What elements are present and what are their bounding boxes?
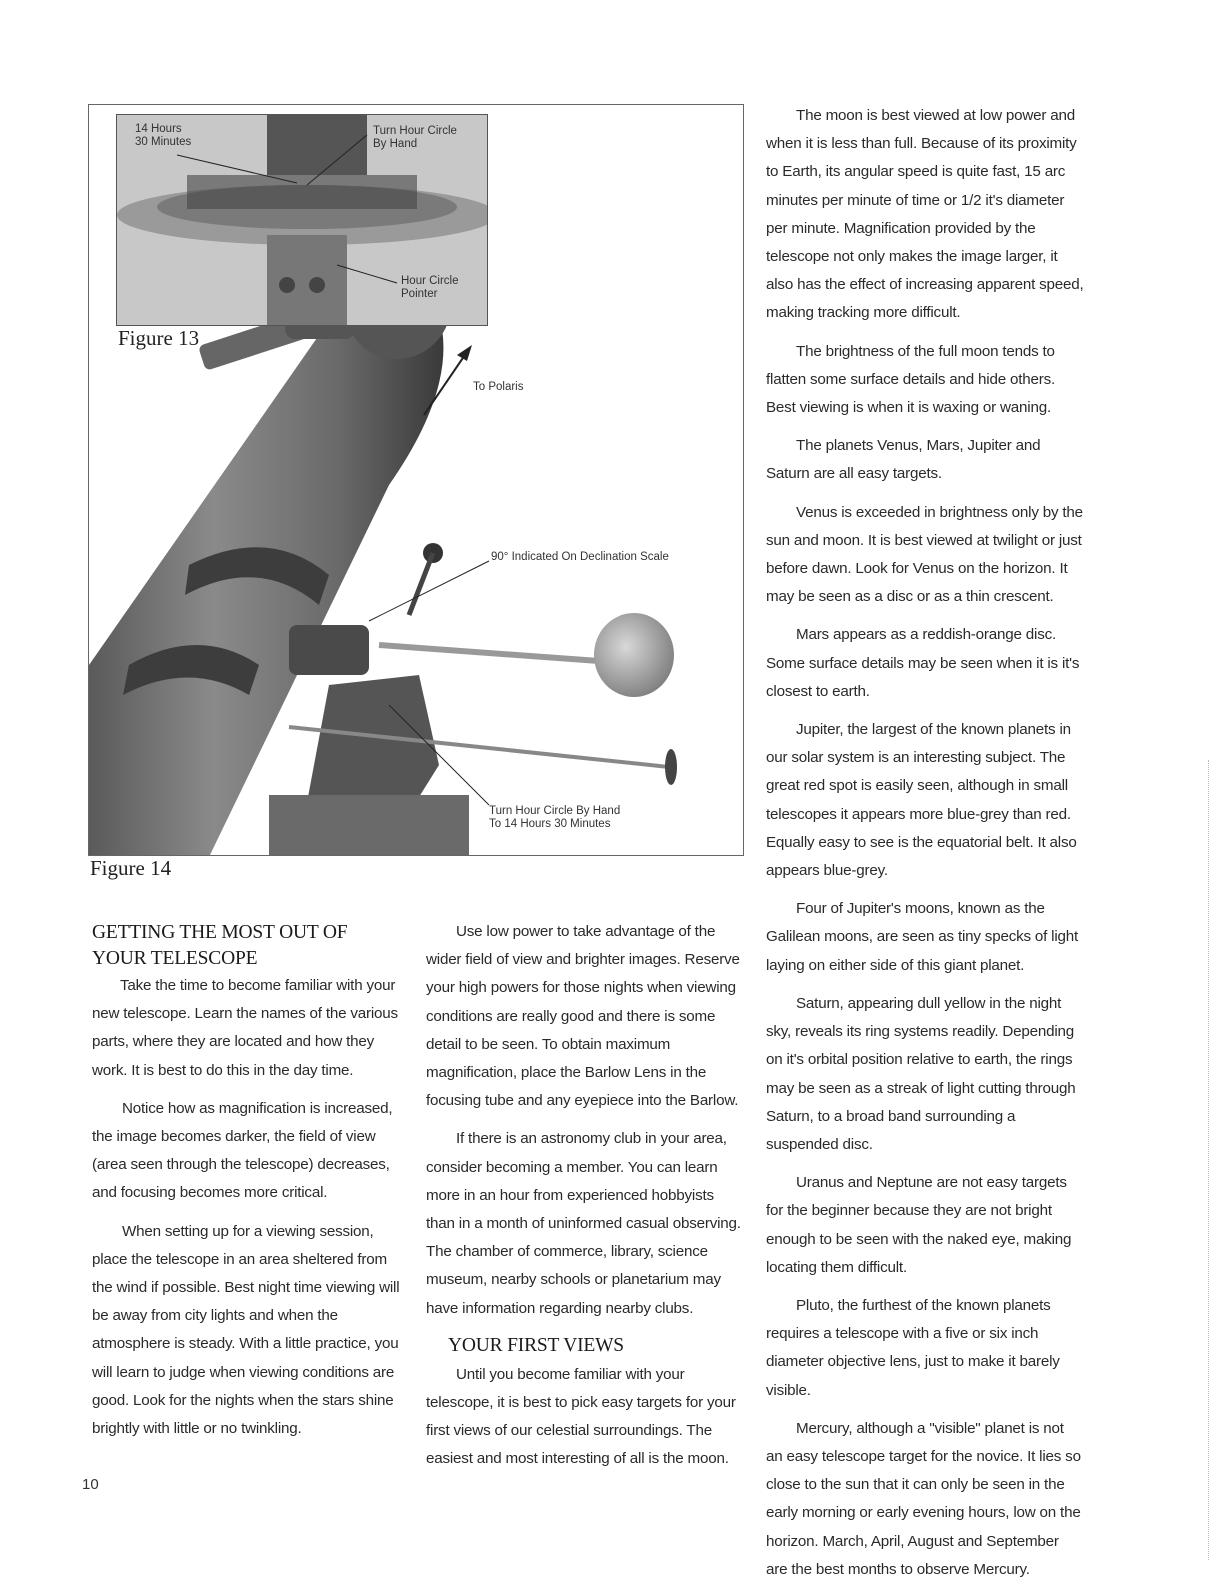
paragraph: Venus is exceeded in brightness only by the sun and moon. It is best viewed at twilight or just before dawn. Look for Venus on the horizon. It may be seen as a disc or as a thin crescent. <box>766 503 1083 606</box>
paragraph: Jupiter, the largest of the known planets in our solar system is an interesting subject. The great red spot is easily seen, although in small telescopes it appears more blue-grey than red. Equally easy to see is the equatorial belt. It also appears blue-grey. <box>766 721 1077 880</box>
section-heading-getting-the-most: GETTING THE MOST OUT OF YOUR TELESCOPE <box>92 922 348 969</box>
label-declination: 90° Indicated On Declination Scale <box>491 551 669 563</box>
label-to-polaris: To Polaris <box>473 381 524 393</box>
paragraph: Take the time to become familiar with your new telescope. Learn the names of the various parts, where they are located and how they work. It is best to do this in the day time. <box>92 977 398 1079</box>
paragraph: Notice how as magnification is increased, the image becomes darker, the field of view (area seen through the telescope) decreases, and focusing becomes more critical. <box>92 1099 393 1202</box>
label-14-hours: 14 Hours 30 Minutes <box>135 123 192 148</box>
paragraph: The brightness of the full moon tends to flatten some surface details and hide others. Best viewing is when it is waxing or waning. <box>766 342 1056 417</box>
label-turn-hour-circle-by-hand: Turn Hour Circle By Hand <box>373 125 457 150</box>
paragraph: Until you become familiar with your telescope, it is best to pick easy targets for your first views of our celestial surroundings. The easiest and most interesting of all is the moon. <box>426 1365 736 1468</box>
middle-column <box>426 918 744 1484</box>
paragraph: Pluto, the furthest of the known planets requires a telescope with a five or six inch diameter objective lens, just to make it barely visible. <box>766 1296 1060 1399</box>
right-column <box>766 102 1084 1594</box>
paragraph: The planets Venus, Mars, Jupiter and Saturn are all easy targets. <box>766 437 1041 483</box>
label-turn-hour-circle: Turn Hour Circle By Hand To 14 Hours 30 Minutes <box>489 805 621 830</box>
left-column <box>92 920 408 1453</box>
paragraph: Mars appears as a reddish-orange disc. Some surface details may be seen when it is it's closest to earth. <box>766 626 1080 700</box>
figure-14-caption: Figure 14 <box>90 856 172 880</box>
figure-13-caption: Figure 13 <box>118 326 200 350</box>
page-number: 10 <box>82 1476 99 1493</box>
section-heading-first-views: YOUR FIRST VIEWS <box>448 1334 624 1356</box>
label-hour-circle-pointer: Hour Circle Pointer <box>401 275 459 300</box>
paragraph: If there is an astronomy club in your area, consider becoming a member. You can learn more in an hour from experienced hobbyists than in a month of uninformed casual observing. The chamber of commerce, library, science museum, nearby schools or planetarium may have information regarding nearby clubs. <box>426 1130 741 1317</box>
paragraph: Mercury, although a "visible" planet is not an easy telescope target for the novice. It lies so close to the sun that it can only be seen in the early morning or early evening hours, low on the horizon. March, April, August and September are the best months to observe Mercury. <box>766 1419 1081 1578</box>
paragraph: The moon is best viewed at low power and when it is less than full. Because of its proximity to Earth, its angular speed is quite fast, 15 arc minutes per minute of time or 1/2 it's diameter per minute. Magnification provided by the telescope not only makes the image larger, it also has the effect of increasing apparent speed, making tracking more difficult. <box>766 107 1084 322</box>
paragraph: Four of Jupiter's moons, known as the Galilean moons, are seen as tiny specks of light laying on either side of this giant planet. <box>766 900 1079 974</box>
figure-13-photo <box>116 114 488 326</box>
paragraph: Uranus and Neptune are not easy targets for the beginner because they are not bright enough to be seen with the naked eye, making locating them difficult. <box>766 1174 1072 1276</box>
paragraph: When setting up for a viewing session, place the telescope in an area sheltered from the wind if possible. Best night time viewing will be away from city lights and when the atmosphere is steady. With a little practice, you will learn to judge when viewing conditions are good. Look for the nights when the stars shine brightly with little or no twinkling. <box>92 1222 400 1438</box>
paragraph: Use low power to take advantage of the wider field of view and brighter images. Reserve your high powers for those nights when viewing conditions are really good and there is some detail to be seen. To obtain maximum magnification, place the Barlow Lens in the focusing tube and any eyepiece into the Barlow. <box>426 923 740 1110</box>
paragraph: Saturn, appearing dull yellow in the night sky, reveals its ring systems readily. Depending on it's orbital position relative to earth, the rings may be seen as a streak of light cutting through Saturn, to a broad band surrounding a suspended disc. <box>766 994 1076 1153</box>
scan-edge-divider <box>1208 760 1209 1560</box>
